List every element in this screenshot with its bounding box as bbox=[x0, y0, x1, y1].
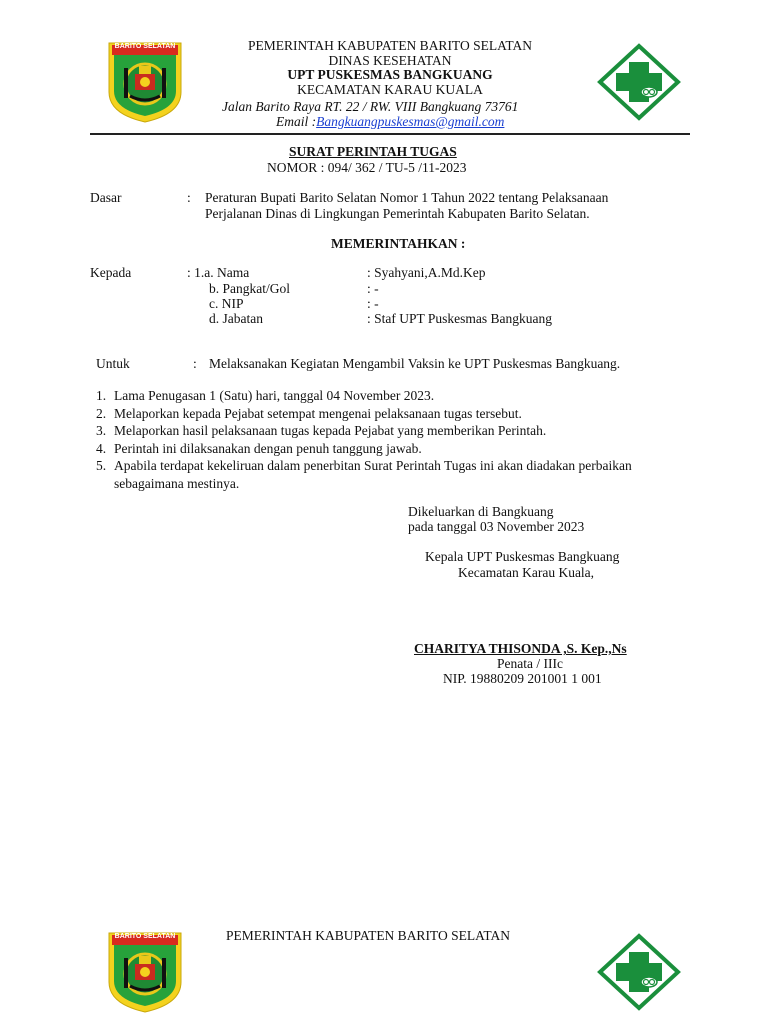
letter-title: SURAT PERINTAH TUGAS bbox=[289, 144, 457, 159]
puskesmas-logo-icon bbox=[596, 42, 682, 122]
kepada-key-pangkat: b. Pangkat/Gol bbox=[209, 281, 290, 296]
list-item: 1. Lama Penugasan 1 (Satu) hari, tanggal 04 November 2023. bbox=[96, 388, 435, 403]
regency-crest-icon bbox=[106, 40, 184, 124]
email-label: Email : bbox=[276, 114, 317, 129]
letterhead-divider bbox=[90, 133, 690, 135]
list-item: 4. Perintah ini dilaksanakan dengan penuh tanggung jawab. bbox=[96, 440, 422, 456]
dasar-line2: Perjalanan Dinas di Lingkungan Pemerintah Kabupaten Barito Selatan. bbox=[205, 206, 590, 221]
kepada-key-nip: c. NIP bbox=[209, 296, 244, 311]
kepada-label: Kepada bbox=[90, 265, 132, 280]
dasar-colon: : bbox=[187, 190, 191, 205]
list-item: 2. Melaporkan kepada Pejabat setempat mengenai pelaksanaan tugas tersebut. bbox=[96, 405, 522, 421]
footer-letterhead-line1: PEMERINTAH KABUPATEN BARITO SELATAN bbox=[226, 928, 510, 943]
letterhead-line1: PEMERINTAH KABUPATEN BARITO SELATAN bbox=[248, 38, 532, 53]
issued-date: pada tanggal 03 November 2023 bbox=[408, 519, 585, 534]
signer-position-line1: Kepala UPT Puskesmas Bangkuang bbox=[425, 549, 620, 564]
letterhead-address: Jalan Barito Raya RT. 22 / RW. VIII Bangkuang 73761 bbox=[222, 99, 519, 114]
kepada-value-nama: : Syahyani,A.Md.Kep bbox=[367, 265, 486, 280]
letterhead-email-row bbox=[276, 114, 504, 130]
letterhead-line3: UPT PUSKESMAS BANGKUANG bbox=[287, 67, 493, 82]
letterhead bbox=[210, 39, 570, 97]
kepada-value-pangkat: : - bbox=[367, 281, 379, 296]
untuk-colon: : bbox=[193, 356, 197, 371]
instruction-list bbox=[96, 387, 716, 492]
dasar-line1: Peraturan Bupati Barito Selatan Nomor 1 Tahun 2022 tentang Pelaksanaan bbox=[205, 190, 609, 205]
kepada-key-nama: : 1.a. Nama bbox=[187, 265, 250, 280]
crest-banner-text: BARITO SELATAN bbox=[114, 43, 176, 50]
signer-nip: NIP. 19880209 201001 1 001 bbox=[443, 671, 602, 686]
untuk-label: Untuk bbox=[96, 356, 130, 371]
list-item: 3. Melaporkan hasil pelaksanaan tugas kepada Pejabat yang memberikan Perintah. bbox=[96, 423, 547, 438]
kepada-key-jabatan: d. Jabatan bbox=[209, 311, 263, 326]
signer-position-line2: Kecamatan Karau Kuala, bbox=[458, 565, 595, 580]
kepada-value-jabatan: : Staf UPT Puskesmas Bangkuang bbox=[367, 311, 552, 326]
dasar-label: Dasar bbox=[90, 190, 122, 205]
letterhead-line2: DINAS KESEHATAN bbox=[328, 52, 452, 68]
untuk-text: Melaksanakan Kegiatan Mengambil Vaksin ke UPT Puskesmas Bangkuang. bbox=[209, 356, 621, 371]
puskesmas-logo-icon bbox=[596, 932, 682, 1012]
list-item: 5. Apabila terdapat kekeliruan dalam penerbitan Surat Perintah Tugas ini akan diadakan perbaikan sebagaimana mestinya. bbox=[96, 458, 632, 491]
crest-banner-text: BARITO SELATAN bbox=[114, 933, 176, 940]
letterhead-line4: KECAMATAN KARAU KUALA bbox=[297, 81, 483, 97]
memerintahkan-heading: MEMERINTAHKAN : bbox=[331, 236, 466, 251]
kepada-value-nip: : - bbox=[367, 296, 379, 311]
issued-at: Dikeluarkan di Bangkuang bbox=[408, 504, 554, 519]
signer-name: CHARITYA THISONDA ,S. Kep.,Ns bbox=[414, 641, 627, 656]
letter-number: NOMOR : 094/ 362 / TU-5 /11-2023 bbox=[267, 160, 467, 175]
email-link[interactable]: Bangkuangpuskesmas@gmail.com bbox=[316, 114, 505, 129]
signer-rank: Penata / IIIc bbox=[497, 656, 563, 671]
regency-crest-icon bbox=[106, 930, 184, 1014]
